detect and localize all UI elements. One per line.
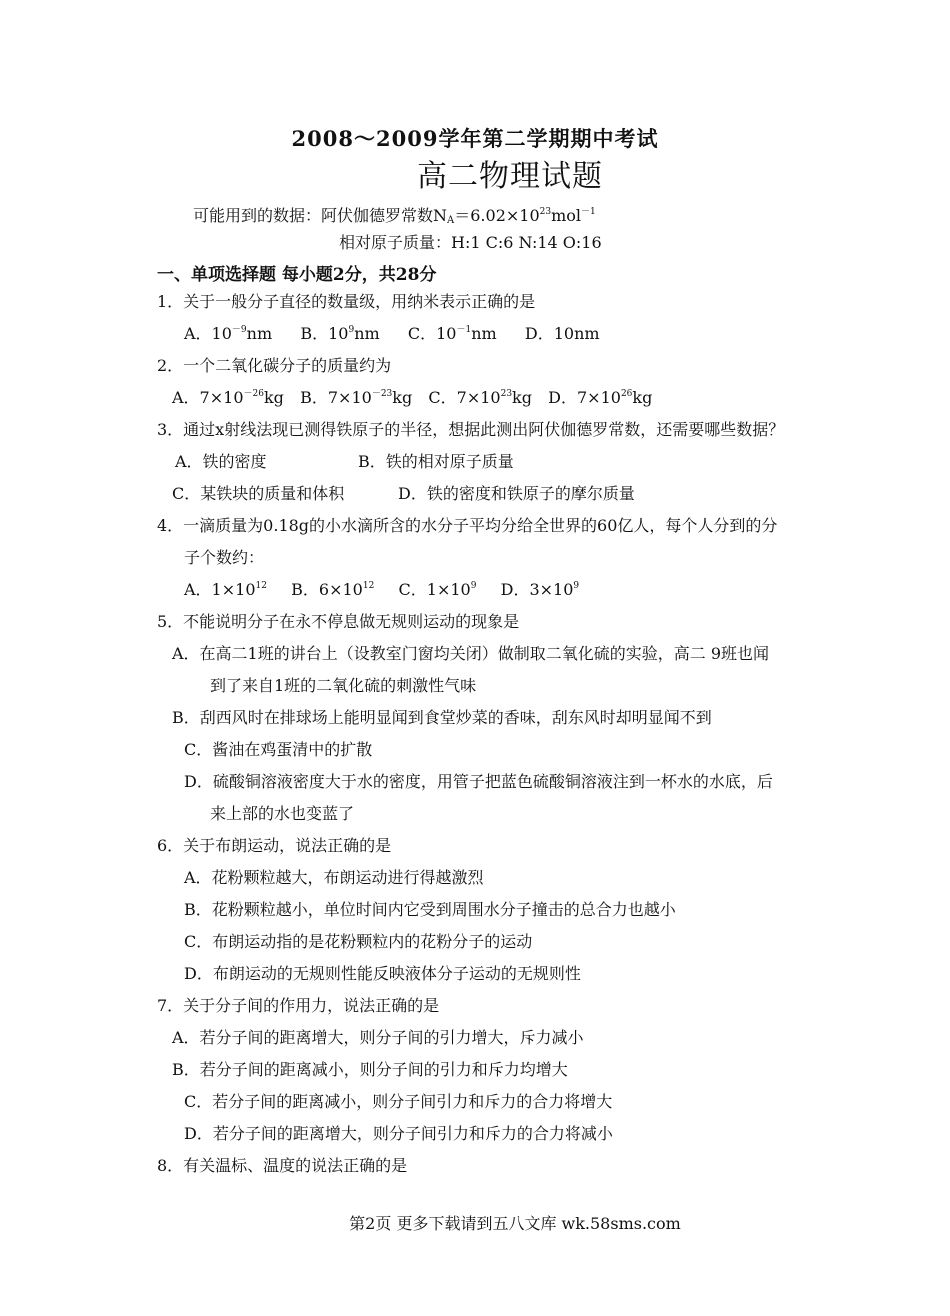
question-2-stem: 2．一个二氧化碳分子的质量约为: [157, 356, 392, 375]
question-3-stem: 3．通过x射线法现已测得铁原子的半径，想据此测出阿伏伽德罗常数，还需要哪些数据？: [157, 420, 785, 439]
question-2-options: [172, 388, 652, 408]
option-a: A．$1\times 10^{12}$: [184, 580, 267, 599]
question-4-options: [184, 580, 579, 600]
question-8-stem: 8．有关温标、温度的说法正确的是: [157, 1156, 408, 1175]
option-a: A．若分子间的距离增大，则分子间的引力增大，斥力减小: [172, 1028, 584, 1047]
option-b: B．$7\times 10^{-23}kg$: [300, 388, 413, 407]
exam-title: 2008～2009学年第二学期期中考试: [291, 126, 659, 151]
atomic-mass-note: 相对原子质量：H:1 C:6 N:14 O:16: [339, 233, 602, 252]
question-6-stem: 6．关于布朗运动，说法正确的是: [157, 836, 392, 855]
option-d: D．布朗运动的无规则性能反映液体分子运动的无规则性: [184, 964, 581, 983]
option-c: C．布朗运动指的是花粉颗粒内的花粉分子的运动: [184, 932, 533, 951]
option-d-cont: 来上部的水也变蓝了: [210, 804, 355, 823]
option-a: A．铁的密度: [175, 452, 267, 471]
option-a-cont: 到了来自1班的二氧化硫的刺激性气味: [210, 676, 477, 695]
option-a: A．$10^{-9}nm$: [184, 324, 273, 343]
option-b: B．$10^9nm$: [300, 324, 380, 343]
section-heading: 一、单项选择题 每小题2分，共28分: [157, 265, 437, 285]
option-d: D．铁的密度和铁原子的摩尔质量: [398, 484, 635, 503]
page-footer: 第2页 更多下载请到五八文库 wk.58sms.com: [349, 1214, 681, 1233]
option-b: B．$6\times 10^{12}$: [291, 580, 375, 599]
option-b: B．若分子间的距离减小，则分子间的引力和斥力均增大: [172, 1060, 568, 1079]
question-4-stem-cont: 子个数约：: [184, 548, 265, 567]
question-5-stem: 5．不能说明分子在永不停息做无规则运动的现象是: [157, 612, 520, 631]
question-4-stem: 4．一滴质量为0.18g的小水滴所含的水分子平均分给全世界的60亿人，每个人分到的分: [157, 516, 778, 535]
option-b: B．花粉颗粒越小，单位时间内它受到周围水分子撞击的总合力也越小: [184, 900, 676, 919]
subject-title: 高二物理试题: [417, 159, 603, 194]
constants-note: 可能用到的数据：阿伏伽德罗常数$N_A=6.02\times 10^{23}mol^{-1}$: [193, 206, 596, 226]
option-d: D．硫酸铜溶液密度大于水的密度，用管子把蓝色硫酸铜溶液注到一杯水的水底，后: [184, 772, 773, 791]
question-7-stem: 7．关于分子间的作用力，说法正确的是: [157, 996, 440, 1015]
option-c: C．某铁块的质量和体积: [172, 484, 345, 503]
option-a: A．$7\times 10^{-26}kg$: [172, 388, 284, 407]
option-d: D．若分子间的距离增大，则分子间引力和斥力的合力将减小: [184, 1124, 613, 1143]
option-c: C．若分子间的距离减小，则分子间引力和斥力的合力将增大: [184, 1092, 613, 1111]
option-c: C．$10^{-1}nm$: [407, 324, 497, 343]
option-d: D．$7\times 10^{26}kg$: [548, 388, 653, 407]
option-b: B．刮西风时在排球场上能明显闻到食堂炒菜的香味，刮东风时却明显闻不到: [172, 708, 712, 727]
option-c: C．$1\times 10^9$: [398, 580, 477, 599]
option-d: D．10nm: [524, 324, 600, 343]
option-c: C．酱油在鸡蛋清中的扩散: [184, 740, 373, 759]
option-d: D．$3\times 10^9$: [500, 580, 580, 599]
option-a: A．在高二1班的讲台上（设教室门窗均关闭）做制取二氧化硫的实验，高二 9班也闻: [172, 644, 770, 663]
option-a: A．花粉颗粒越大，布朗运动进行得越激烈: [184, 868, 484, 887]
question-1-stem: 1．关于一般分子直径的数量级，用纳米表示正确的是: [157, 292, 536, 311]
option-c: C．$7\times 10^{23}kg$: [428, 388, 532, 407]
option-b: B．铁的相对原子质量: [358, 452, 514, 471]
question-1-options: [184, 324, 600, 344]
